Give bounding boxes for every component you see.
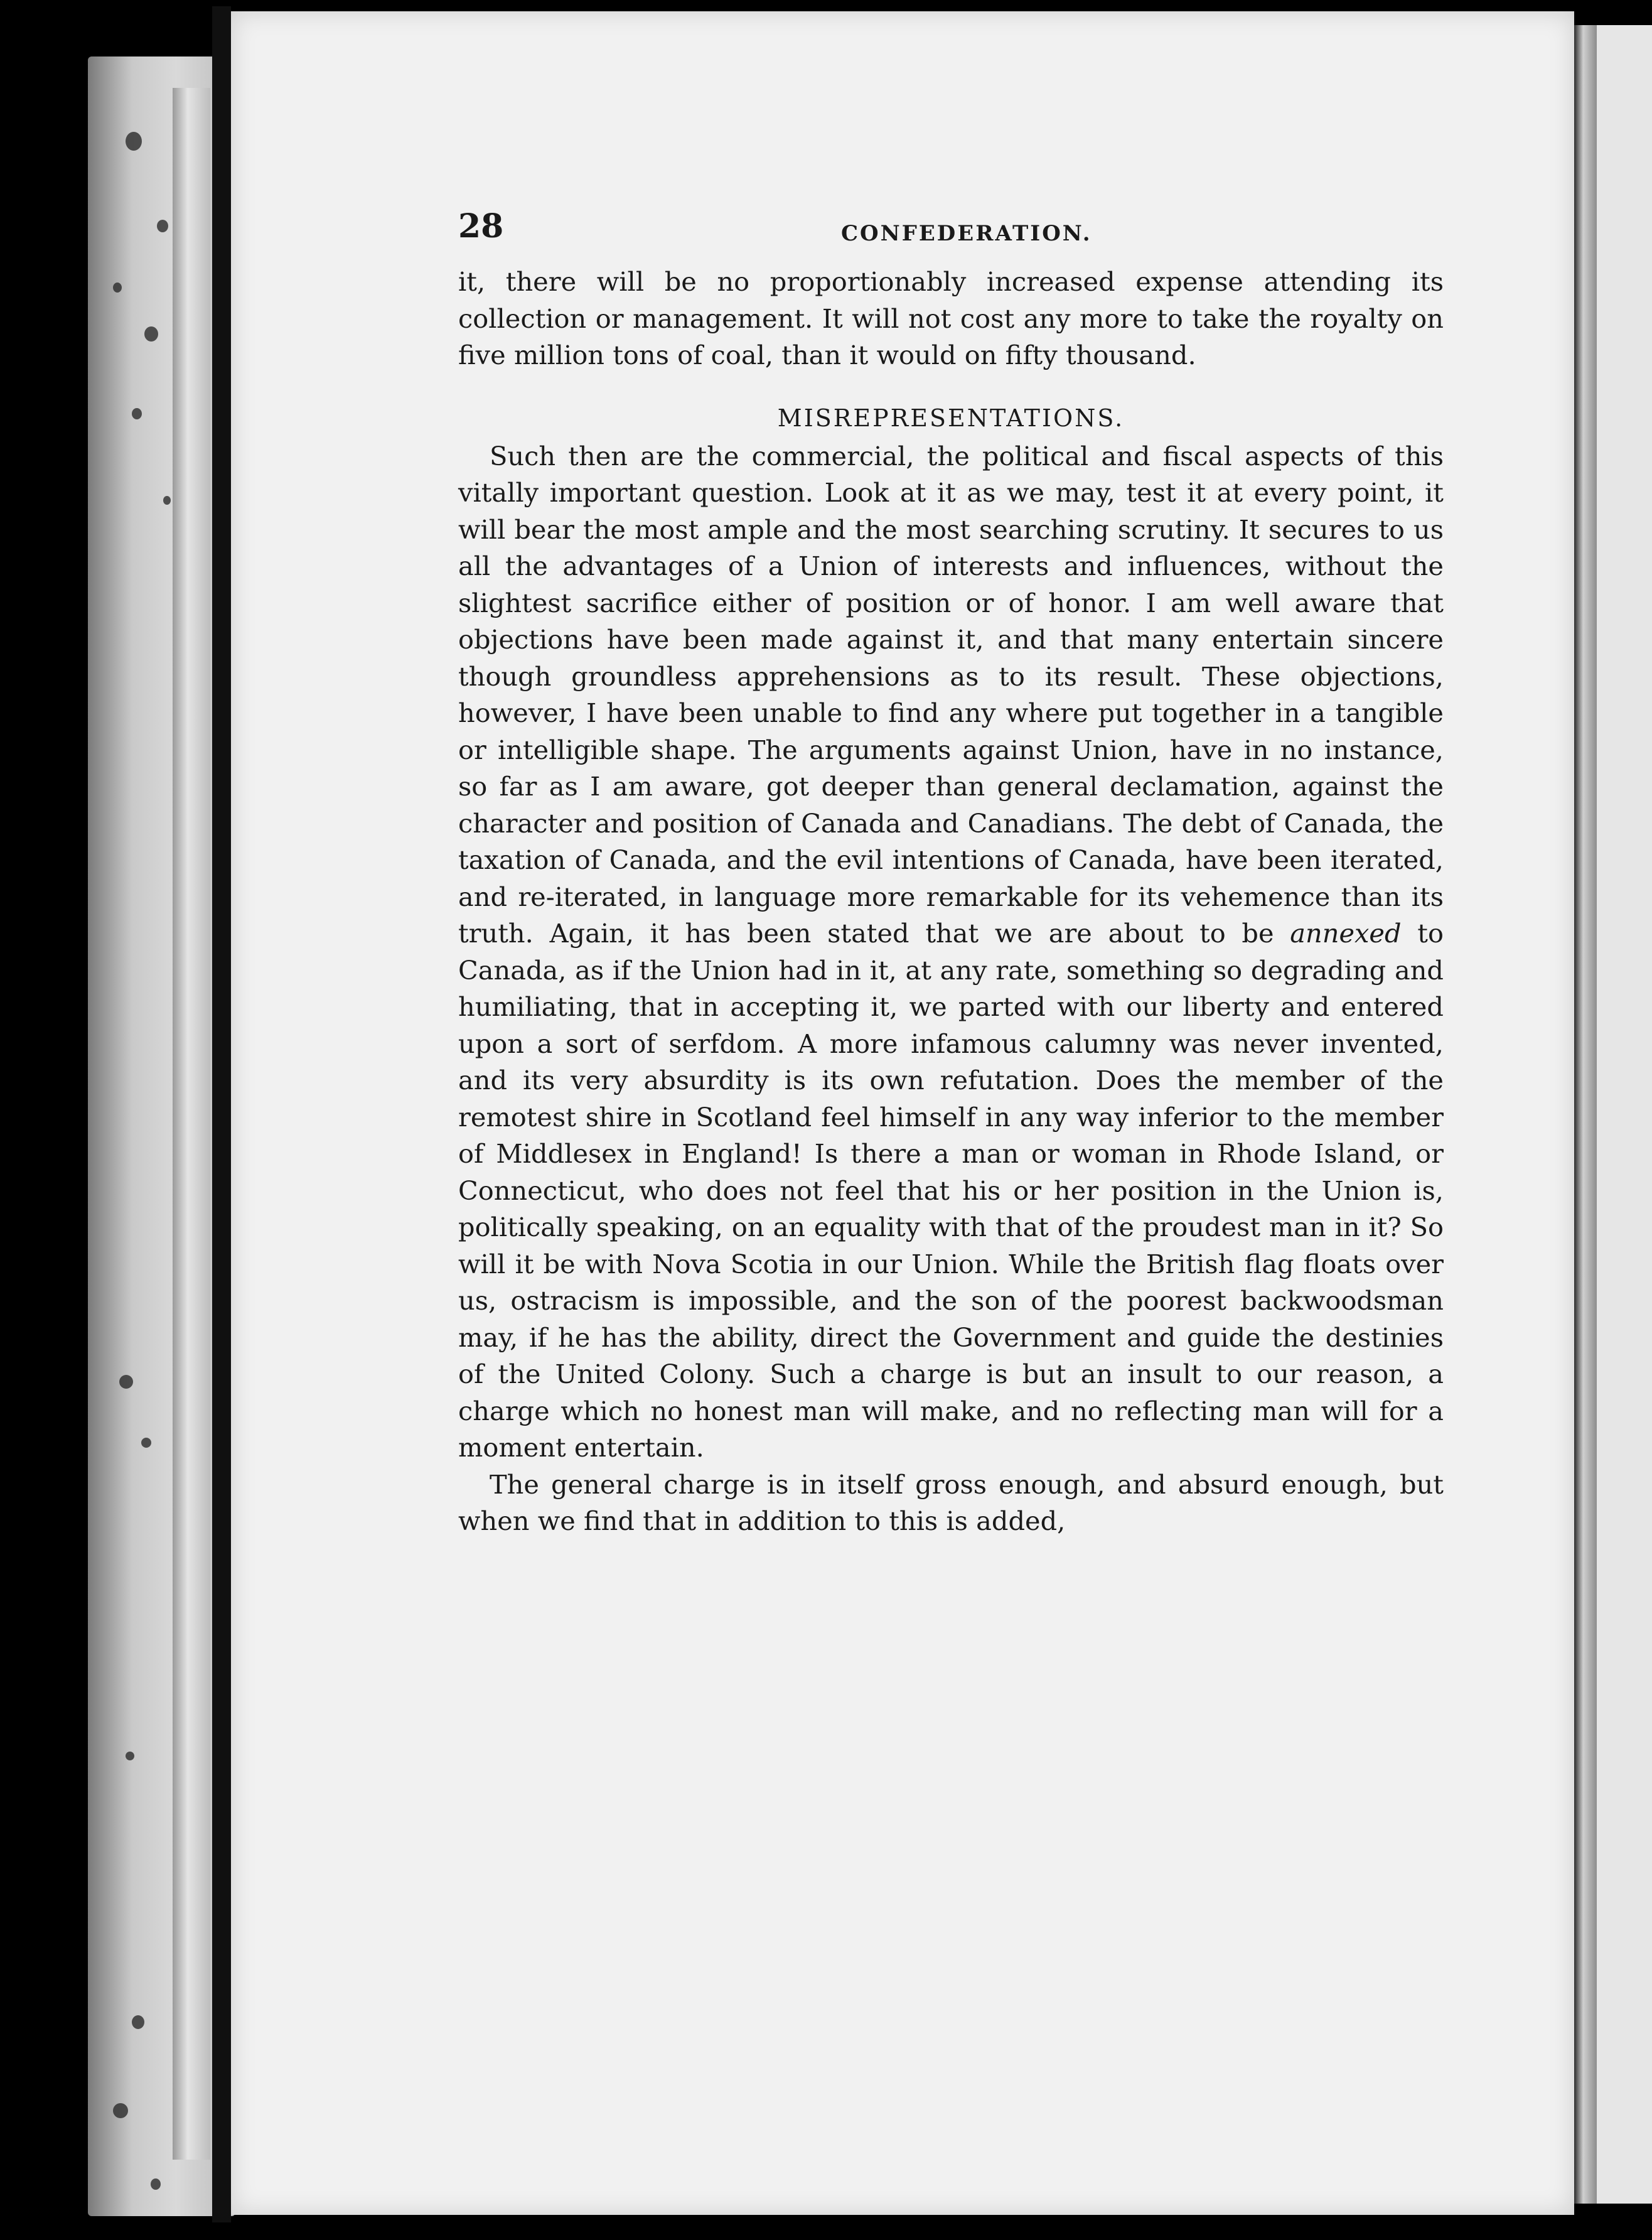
foxing-spot <box>113 283 122 293</box>
foxing-spot <box>144 326 158 342</box>
body-paragraph: The general charge is in itself gross enough, and absurd enough, but when we find that in addition to this is added, <box>458 1468 1444 1536</box>
foxing-spot <box>132 2015 144 2029</box>
page-header <box>458 207 1444 264</box>
page-number: 28 <box>458 207 504 245</box>
foxing-spot <box>119 1375 133 1389</box>
foxing-spot <box>132 408 142 419</box>
italic-word: annexed <box>1290 918 1402 949</box>
foxing-spot <box>126 132 142 151</box>
foxing-spot <box>141 1438 151 1448</box>
foxing-spot <box>157 220 168 232</box>
body-paragraph <box>458 438 1444 1467</box>
binding-shadow <box>212 6 231 2222</box>
section-title: MISREPRESENTATIONS. <box>777 404 1125 432</box>
page-text-block <box>458 207 1444 1540</box>
running-head: CONFEDERATION. <box>841 221 1092 246</box>
paragraph-text: to Canada, as if the Union had in it, at any rate, something so degrading and humiliating, that in accepting it, we parted with our liberty and entered upon a sort of serfdom. A more infamous calumny was never invented, and its very absurdity is its own refutation. Does the member of the remotest shire in Scotland feel himself in any way inferior to the member of Middlesex in England! Is there a man or woman in Rhode Island, or Connecticut, who does not feel that his or her position in the Union is, politically speaking, on an equality with that of the proudest man in it? So will it be with Nova Scotia in our Union. While the British flag floats over us, ostracism is impossible, and the son of the poorest backwoodsman may, if he has the ability, direct the Government and guide the destinies of the United Colony. Such a charge is but an insult to our reason, a charge which no honest man will make, and no reflecting man will for a moment entertain. <box>458 918 1444 1463</box>
paragraph-text: Such then are the commercial, the political and fiscal aspects of this vitally important question. Look at it as we may, test it at every point, it will bear the most ample and the most searching scrutiny. It secures to us all the advantages of a Union of interests and influences, without the slightest sacrifice either of position or of honor. I am well aware that objections have been made against it, and that many entertain sincere though groundless apprehensions as to its result. These objections, however, I have been unable to find any where put together in a tangible or intelligible shape. The arguments against Union, have in no instance, so far as I am aware, got deeper than general declamation, against the character and position of Canada and Canadians. The debt of Canada, the taxation of Canada, and the evil intentions of Canada, have been iterated, and re-iterated, in language more remarkable for its vehemence than its truth. Again, it has been stated that we are about to be <box>458 440 1444 949</box>
foxing-spot <box>163 496 171 505</box>
foxing-spot <box>151 2178 161 2190</box>
foxing-spot <box>113 2103 128 2118</box>
facing-page-edge <box>1597 25 1652 2204</box>
page-stack-edge <box>173 88 210 2160</box>
gutter-shadow <box>1574 25 1597 2204</box>
foxing-spot <box>126 1752 134 1760</box>
opening-paragraph: it, there will be no proportionably increased expense attending its collection or management. It will not cost any more to take the royalty on five million tons of coal, than it would on fifty thousand. <box>458 266 1444 370</box>
